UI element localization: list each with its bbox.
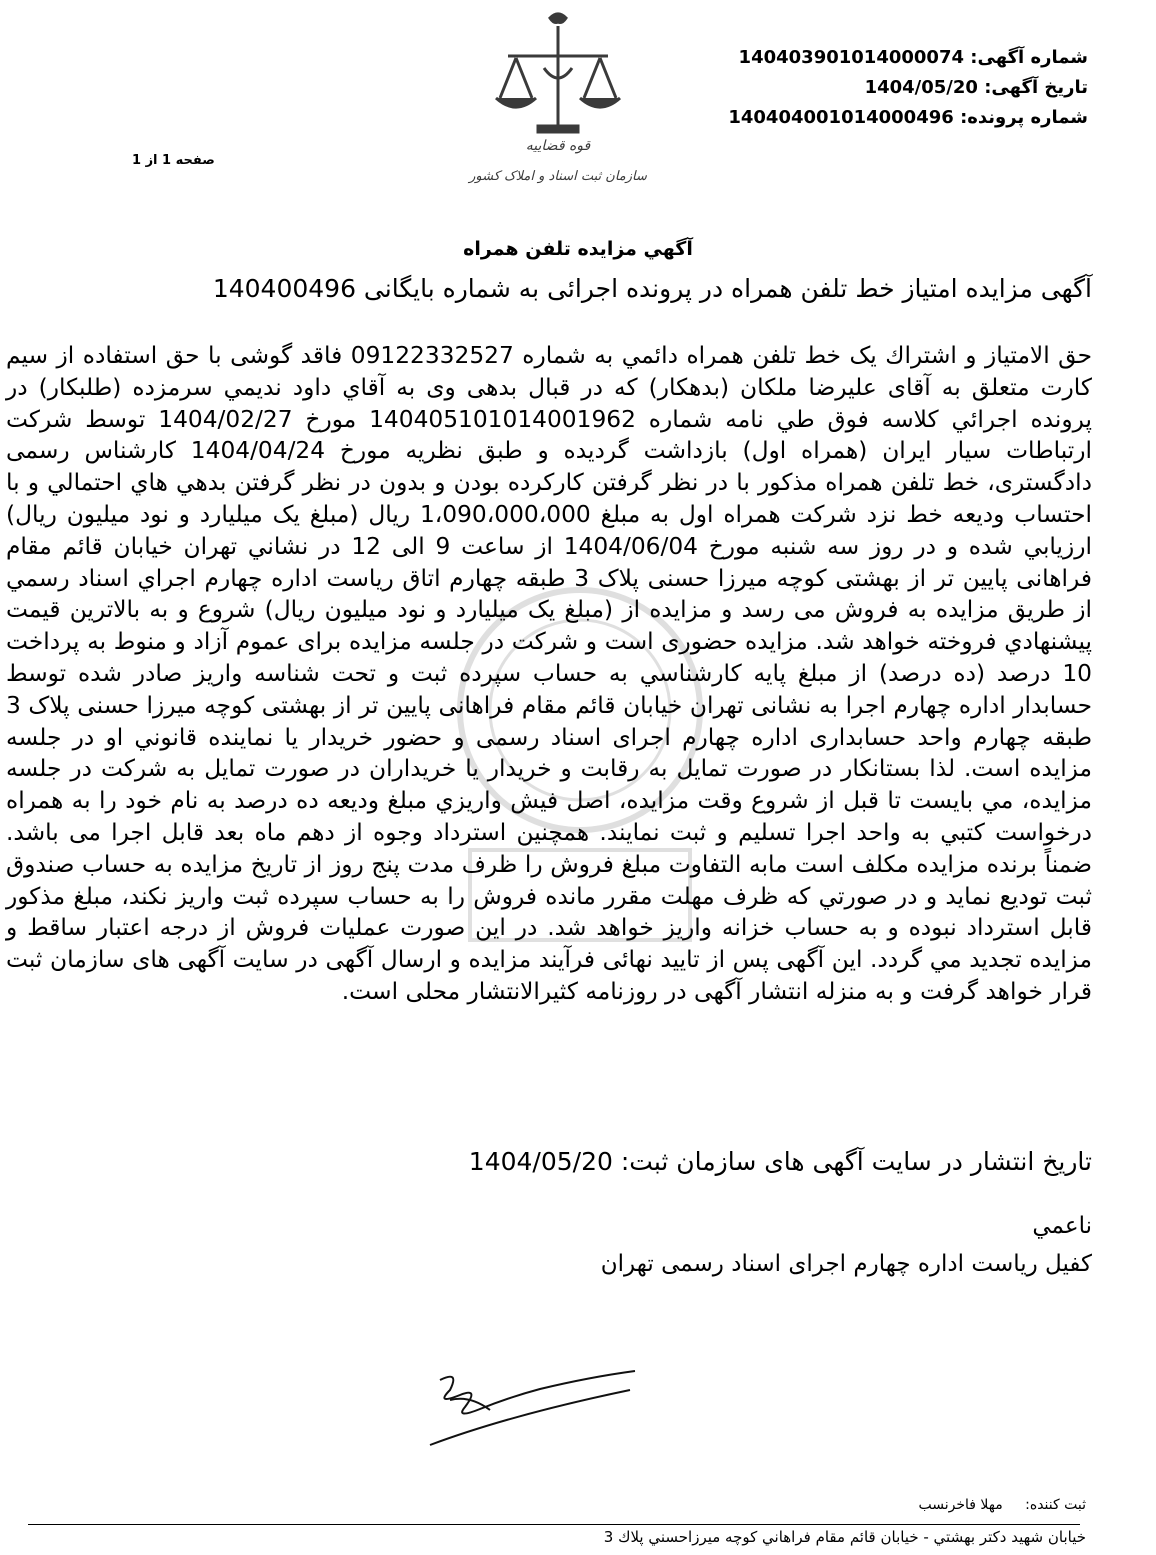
ad-number-row	[739, 47, 1088, 68]
page-title: آگهي مزايده تلفن همراه	[463, 238, 693, 260]
judiciary-emblem-icon	[469, 8, 647, 193]
case-number: 140404001014000496	[728, 107, 954, 128]
signature-icon	[420, 1360, 650, 1450]
ad-date: 1404/05/20	[864, 77, 978, 98]
notice-body: حق الامتیاز و اشتراك یک خط تلفن همراه دائمي به شماره 09122332527 فاقد گوشی با حق استفاده از سیم کارت متعلق به آقای علیرضا ملکان (بدهکار) که در قبال بدهی وی به آقاي داود نديمي سرمزده (طلبکار) در پرونده اجرائي كلاسه فوق طي نامه شماره 140405101014001962 مورخ 1404/02/27 توسط شرکت ارتباطات سیار ایران (همراه اول) بازداشت گردیده و طبق نظریه مورخ 1404/04/24 کارشناس رسمی دادگستری، خط تلفن همراه مذکور با در نظر گرفتن کارکرده بودن و بدون در نظر گرفتن بدهي هاي احتمالي و با احتساب ودیعه خط نزد شرکت همراه اول به مبلغ 1،090،000،000 ریال (مبلغ یک میلیارد و نود میلیون ریال) ارزيابي شده و در روز سه شنبه مورخ 1404/06/04 از ساعت 9 الی 12 در نشاني تهران خیابان قائم مقام فراهانی پایین تر از بهشتی کوچه میرزا حسنی پلاک 3 طبقه چهارم اتاق ریاست اداره چهارم اجراي اسناد رسمي از طريق مزايده به فروش می رسد و مزایده از (مبلغ یک میلیارد و نود میلیون ریال) شروع و به بالاترين قيمت پيشنهادي فروخته خواهد شد. مزایده حضوری است و شرکت در جلسه مزایده برای عموم آزاد و منوط به پرداخت 10 درصد (ده درصد) از مبلغ پايه كارشناسي به حساب سپرده ثبت و تحت شناسه واریز صادر شده توسط حسابدار اداره چهارم اجرا به نشانی تهران خیابان قائم مقام فراهانی پایین تر از بهشتی کوچه میرزا حسنی پلاک 3 طبقه چهارم واحد حسابداری اداره چهارم اجرای اسناد رسمی و حضور خريدار يا نماينده قانوني او در جلسه مزايده است. لذا بستانکار در صورت تمایل به رقابت و خریدار یا خريداران در صورت تمايل به شركت در جلسه مزايده، مي بايست تا قبل از شروع وقت مزايده، اصل فيش واريزي مبلغ وديعه ده درصد به نام خود را به همراه درخواست كتبي به واحد اجرا تسليم و ثبت نمايند. همچنین استرداد وجوه از دهم ماه بعد قابل اجرا می باشد. ضمناً برنده مزايده مكلف است مابه التفاوت مبلغ فروش را ظرف مدت پنج روز از تاريخ مزايده به حساب صندوق ثبت توديع نمايد و در صورتي كه ظرف مهلت مقرر مانده فروش را به حساب سپرده ثبت واريز نكند، مبلغ مذكور قابل استرداد نبوده و به حساب خزانه واريز خواهد شد. در اين صورت عمليات فروش از درجه اعتبار ساقط و مزايده تجديد مي گردد. این آگهی پس از تایید نهائی فرآیند مزایده و ارسال آگهی در سایت آگهی های سازمان ثبت قرار خواهد گرفت و به منزله انتشار آگهی در روزنامه کثیرالانتشار محلی است.	[6, 342, 1093, 1005]
case-number-label: شماره پرونده:	[960, 107, 1088, 128]
ad-date-row	[865, 77, 1088, 98]
signatory-title: کفیل ریاست اداره چهارم اجرای اسناد رسمی تهران	[600, 1251, 1092, 1277]
page-indicator: صفحه 1 از 1	[132, 153, 215, 168]
ad-date-label: تاریخ آگهی:	[984, 77, 1088, 98]
registrar-row	[918, 1497, 1086, 1513]
registrar-label: ثبت کننده:	[1025, 1497, 1086, 1513]
page-subtitle: آگهی مزایده امتیاز خط تلفن همراه در پرونده اجرائی به شماره بایگانی 140400496	[212, 274, 1092, 303]
case-number-row	[728, 107, 1088, 128]
footer-address: خيابان شهيد دكتر بهشتي - خيابان قائم مقام فراهاني كوچه ميرزاحسني پلاك 3	[603, 1528, 1086, 1546]
registrar-name: مهلا فاخرنسب	[918, 1497, 1003, 1513]
publication-label: تاریخ انتشار در سایت آگهی های سازمان ثبت:	[620, 1147, 1092, 1176]
emblem-caption-1: قوه قضاییه	[525, 138, 591, 154]
signatory-name: ناعمي	[1032, 1213, 1092, 1239]
footer-divider	[28, 1524, 1080, 1525]
ad-number: 140403901014000074	[738, 47, 964, 68]
publication-date: 1404/05/20	[468, 1147, 613, 1176]
publication-date-row	[469, 1147, 1092, 1176]
emblem-caption-2: سازمان ثبت اسناد و املاک کشور	[469, 169, 647, 184]
ad-number-label: شماره آگهی:	[970, 47, 1088, 68]
